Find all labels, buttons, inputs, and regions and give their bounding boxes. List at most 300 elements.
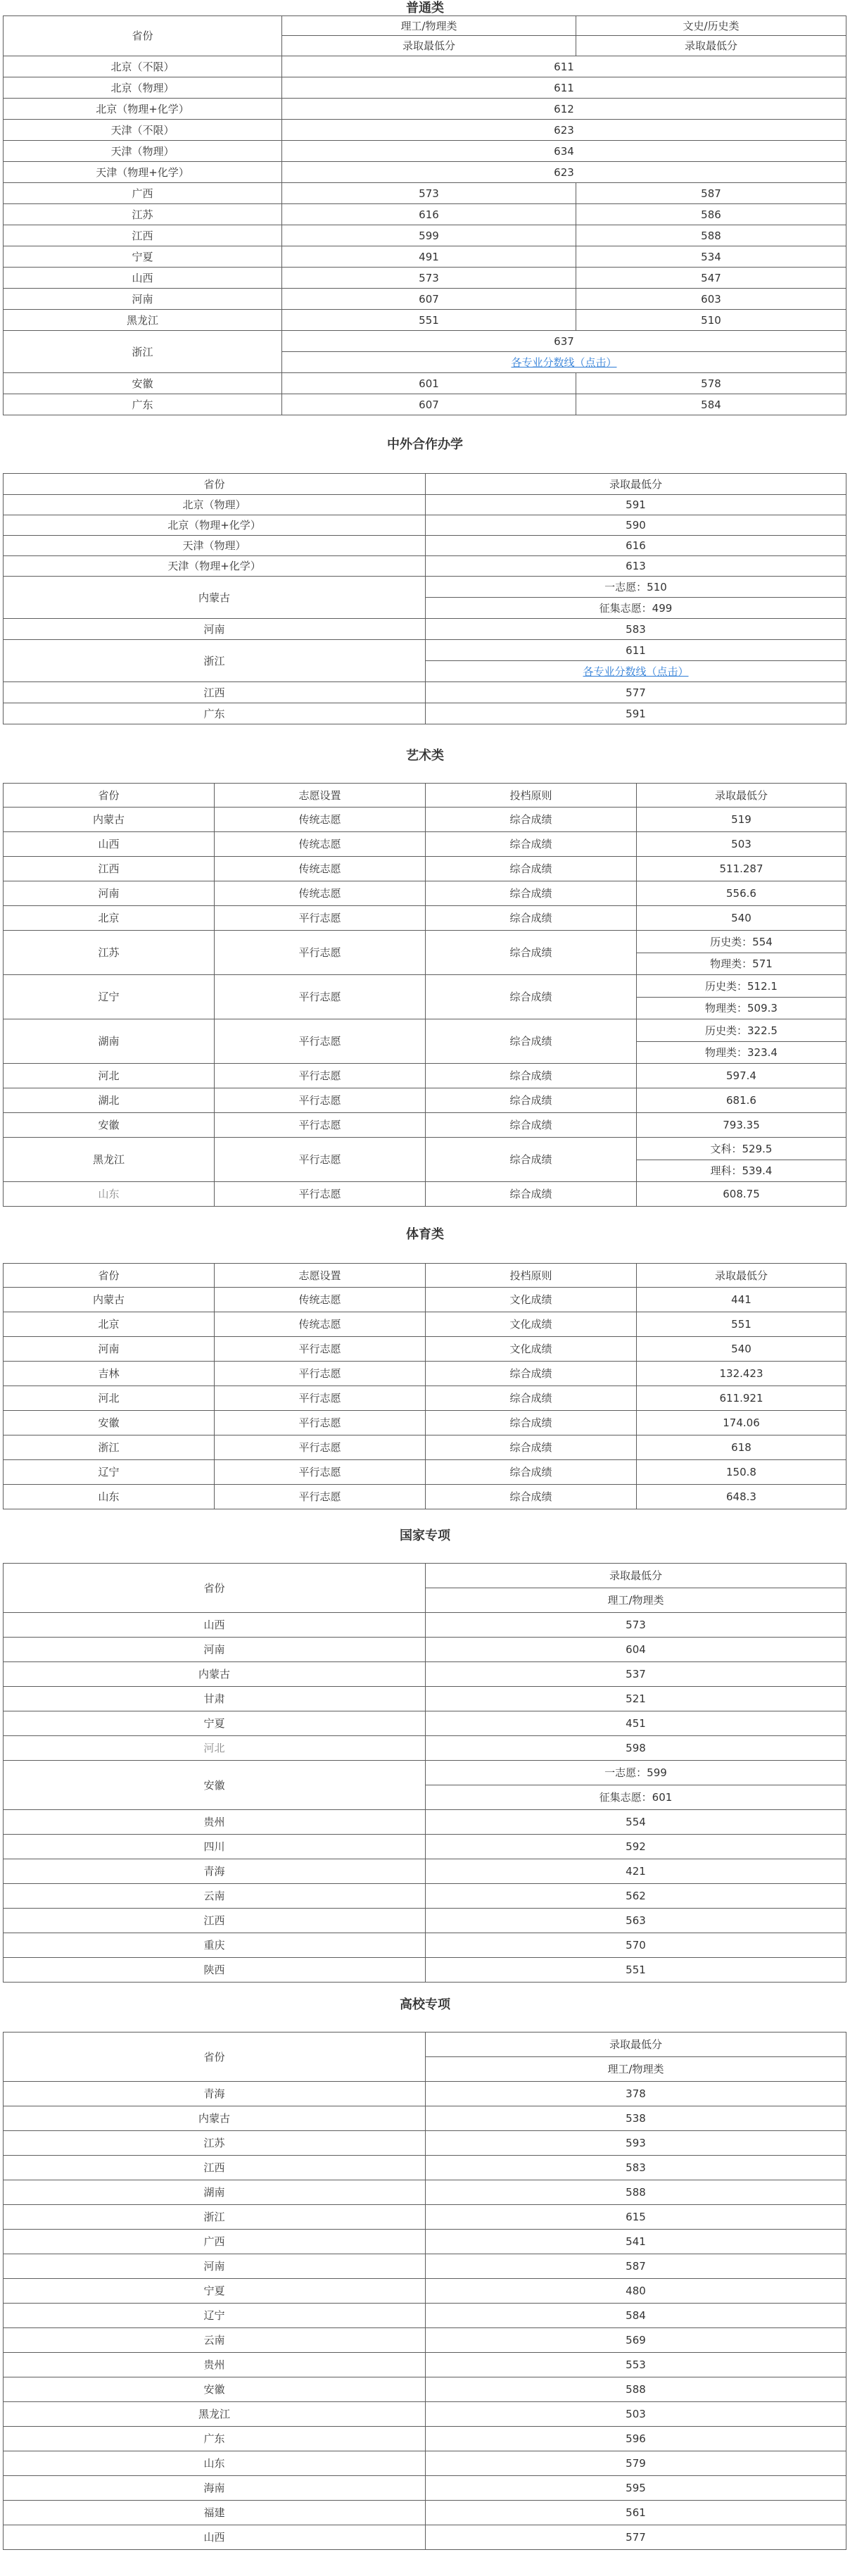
province-cell: 云南 (4, 1884, 426, 1909)
score-cell: 681.6 (637, 1088, 846, 1113)
province-cell: 北京（物理+化学） (4, 515, 426, 536)
table-row (4, 1182, 846, 1207)
province-cell: 宁夏 (4, 246, 282, 268)
table-row (4, 394, 846, 415)
score-cell: 503 (426, 2402, 846, 2427)
province-cell: 天津（物理） (4, 141, 282, 162)
score-cell: 历史类：512.1 (637, 975, 846, 998)
score-cell: 793.35 (637, 1113, 846, 1138)
table-row (4, 1138, 846, 1160)
score-cell: 一志愿：510 (426, 577, 846, 598)
score-cell: 物理类：509.3 (637, 998, 846, 1019)
province-cell: 天津（物理） (4, 536, 426, 556)
table-row (4, 515, 846, 536)
header-rule: 投档原则 (426, 784, 637, 808)
section-title-coop: 中外合作办学 (387, 437, 463, 452)
score-cell: 一志愿：599 (426, 1761, 846, 1785)
score-cell: 174.06 (637, 1411, 846, 1435)
arts-score-cell: 578 (576, 373, 846, 394)
score-cell: 598 (426, 1736, 846, 1761)
province-cell: 江苏 (4, 204, 282, 225)
table-row (4, 2451, 846, 2476)
arts-score-cell: 588 (576, 225, 846, 246)
score-cell: 648.3 (637, 1485, 846, 1509)
score-cell: 150.8 (637, 1460, 846, 1485)
table-row (4, 1337, 846, 1362)
province-cell: 北京（物理） (4, 495, 426, 515)
table-row (4, 2230, 846, 2254)
science-score-cell: 491 (282, 246, 576, 268)
table-row (4, 99, 846, 120)
section-title-national: 国家专项 (400, 1528, 450, 1543)
header-min-score: 录取最低分 (637, 784, 846, 808)
general-table-body (4, 16, 846, 415)
header-province: 省份 (4, 2032, 426, 2082)
province-cell: 天津（物理+化学） (4, 162, 282, 183)
header-min-score: 录取最低分 (637, 1264, 846, 1288)
science-score-cell: 599 (282, 225, 576, 246)
score-cell: 451 (426, 1711, 846, 1736)
table-row (4, 1288, 846, 1312)
province-cell: 山西 (4, 832, 215, 857)
sports-table-body (4, 1264, 846, 1509)
score-cell: 613 (426, 556, 846, 577)
score-cell: 588 (426, 2377, 846, 2402)
table-row (4, 16, 846, 36)
table-row (4, 2353, 846, 2377)
major-scores-link-cell (426, 661, 846, 682)
mode-cell: 传统志愿 (215, 832, 426, 857)
rule-cell: 综合成绩 (426, 1113, 637, 1138)
province-cell: 江西 (4, 1909, 426, 1933)
table-row (4, 246, 846, 268)
rule-cell: 综合成绩 (426, 1460, 637, 1485)
score-cell: 634 (282, 141, 846, 162)
rule-cell: 文化成绩 (426, 1288, 637, 1312)
rule-cell: 综合成绩 (426, 881, 637, 906)
province-cell: 江西 (4, 682, 426, 703)
mode-cell: 平行志愿 (215, 1362, 426, 1386)
table-row (4, 857, 846, 881)
score-cell: 物理类：571 (637, 953, 846, 975)
table-row (4, 141, 846, 162)
province-cell: 吉林 (4, 1362, 215, 1386)
table-row (4, 331, 846, 352)
score-cell: 611 (282, 77, 846, 99)
table-row (4, 931, 846, 953)
score-cell: 538 (426, 2106, 846, 2131)
score-cell: 612 (282, 99, 846, 120)
major-scores-link[interactable]: 各专业分数线（点击） (511, 356, 617, 369)
header-min-score: 录取最低分 (426, 1564, 846, 1588)
province-cell: 辽宁 (4, 975, 215, 1019)
college-table-body (4, 2032, 846, 2550)
mode-cell: 平行志愿 (215, 975, 426, 1019)
score-cell: 616 (426, 536, 846, 556)
sports-table (3, 1263, 846, 1509)
score-cell: 551 (637, 1312, 846, 1337)
table-row (4, 1564, 846, 1588)
score-cell: 征集志愿：601 (426, 1785, 846, 1810)
province-cell: 安徽 (4, 1761, 426, 1810)
table-row (4, 495, 846, 515)
arts-score-cell: 586 (576, 204, 846, 225)
mode-cell: 平行志愿 (215, 1460, 426, 1485)
science-score-cell: 573 (282, 268, 576, 289)
science-score-cell: 616 (282, 204, 576, 225)
table-row (4, 1312, 846, 1337)
province-cell: 江苏 (4, 931, 215, 975)
table-row (4, 2254, 846, 2279)
score-cell: 597.4 (637, 1064, 846, 1088)
rule-cell: 综合成绩 (426, 1411, 637, 1435)
province-cell: 湖南 (4, 1019, 215, 1064)
province-cell: 云南 (4, 2328, 426, 2353)
section-title-college: 高校专项 (400, 1997, 450, 2012)
header-min-score: 录取最低分 (426, 2032, 846, 2057)
arts-score-cell: 510 (576, 310, 846, 331)
mode-cell: 平行志愿 (215, 1386, 426, 1411)
table-row (4, 640, 846, 661)
province-cell: 江西 (4, 2156, 426, 2180)
province-cell: 辽宁 (4, 2304, 426, 2328)
table-row (4, 2377, 846, 2402)
score-cell: 583 (426, 619, 846, 640)
score-cell: 物理类：323.4 (637, 1042, 846, 1064)
province-cell: 北京（不限） (4, 56, 282, 77)
province-cell: 北京 (4, 1312, 215, 1337)
score-cell: 132.423 (637, 1362, 846, 1386)
province-cell: 广东 (4, 394, 282, 415)
province-cell: 山东 (4, 2451, 426, 2476)
science-score-cell: 573 (282, 183, 576, 204)
province-cell: 安徽 (4, 373, 282, 394)
mode-cell: 平行志愿 (215, 1337, 426, 1362)
science-score-cell: 607 (282, 394, 576, 415)
table-row (4, 120, 846, 141)
province-cell: 江苏 (4, 2131, 426, 2156)
table-row (4, 619, 846, 640)
header-min-score: 录取最低分 (282, 36, 576, 56)
table-row (4, 1761, 846, 1785)
rule-cell: 文化成绩 (426, 1312, 637, 1337)
rule-cell: 综合成绩 (426, 857, 637, 881)
rule-cell: 综合成绩 (426, 808, 637, 832)
table-row (4, 832, 846, 857)
province-cell: 广西 (4, 2230, 426, 2254)
table-row (4, 1711, 846, 1736)
table-row (4, 1088, 846, 1113)
table-row (4, 906, 846, 931)
table-row (4, 1884, 846, 1909)
province-cell: 广东 (4, 2427, 426, 2451)
province-cell: 黑龙江 (4, 1138, 215, 1182)
province-cell: 海南 (4, 2476, 426, 2501)
table-row (4, 162, 846, 183)
table-row (4, 204, 846, 225)
province-cell: 河北 (4, 1064, 215, 1088)
score-cell: 569 (426, 2328, 846, 2353)
arts-score-cell: 534 (576, 246, 846, 268)
score-cell: 595 (426, 2476, 846, 2501)
score-cell: 541 (426, 2230, 846, 2254)
table-row (4, 474, 846, 495)
general-table (3, 15, 846, 415)
table-row (4, 1386, 846, 1411)
rule-cell: 综合成绩 (426, 1019, 637, 1064)
table-row (4, 975, 846, 998)
mode-cell: 平行志愿 (215, 1064, 426, 1088)
table-row (4, 225, 846, 246)
score-cell: 421 (426, 1859, 846, 1884)
table-row (4, 2501, 846, 2525)
table-row (4, 784, 846, 808)
score-cell: 征集志愿：499 (426, 598, 846, 619)
header-rule: 投档原则 (426, 1264, 637, 1288)
score-cell: 577 (426, 682, 846, 703)
province-cell: 河南 (4, 1337, 215, 1362)
province-cell: 湖南 (4, 2180, 426, 2205)
table-row (4, 2082, 846, 2106)
score-cell: 540 (637, 906, 846, 931)
score-cell: 文科：529.5 (637, 1138, 846, 1160)
province-cell: 北京（物理） (4, 77, 282, 99)
score-cell: 611 (426, 640, 846, 661)
score-cell: 540 (637, 1337, 846, 1362)
header-min-score: 录取最低分 (576, 36, 846, 56)
score-cell: 561 (426, 2501, 846, 2525)
header-arts: 文史/历史类 (576, 16, 846, 36)
province-cell: 河北 (4, 1736, 426, 1761)
score-cell: 623 (282, 120, 846, 141)
province-cell: 四川 (4, 1835, 426, 1859)
province-cell: 江西 (4, 225, 282, 246)
table-row (4, 2205, 846, 2230)
national-table-body (4, 1564, 846, 1983)
rule-cell: 文化成绩 (426, 1337, 637, 1362)
mode-cell: 传统志愿 (215, 808, 426, 832)
table-row (4, 56, 846, 77)
table-row (4, 1264, 846, 1288)
rule-cell: 综合成绩 (426, 906, 637, 931)
province-cell: 辽宁 (4, 1460, 215, 1485)
score-cell: 608.75 (637, 1182, 846, 1207)
score-cell: 553 (426, 2353, 846, 2377)
table-row (4, 808, 846, 832)
province-cell: 内蒙古 (4, 1288, 215, 1312)
table-row (4, 373, 846, 394)
province-cell: 宁夏 (4, 2279, 426, 2304)
score-cell: 583 (426, 2156, 846, 2180)
table-row (4, 1613, 846, 1638)
score-cell: 历史类：322.5 (637, 1019, 846, 1042)
table-row (4, 1485, 846, 1509)
province-cell: 黑龙江 (4, 310, 282, 331)
table-row (4, 183, 846, 204)
table-row (4, 2427, 846, 2451)
rule-cell: 综合成绩 (426, 1485, 637, 1509)
score-cell: 441 (637, 1288, 846, 1312)
province-cell: 河北 (4, 1386, 215, 1411)
score-cell: 537 (426, 1662, 846, 1687)
rule-cell: 综合成绩 (426, 1386, 637, 1411)
arts-score-cell: 603 (576, 289, 846, 310)
table-row (4, 2180, 846, 2205)
table-row (4, 1933, 846, 1958)
mode-cell: 平行志愿 (215, 931, 426, 975)
score-cell: 521 (426, 1687, 846, 1711)
table-row (4, 2476, 846, 2501)
province-cell: 重庆 (4, 1933, 426, 1958)
header-province: 省份 (4, 1564, 426, 1613)
science-score-cell: 607 (282, 289, 576, 310)
table-row (4, 1859, 846, 1884)
table-row (4, 1810, 846, 1835)
rule-cell: 综合成绩 (426, 931, 637, 975)
province-cell: 山东 (4, 1485, 215, 1509)
mode-cell: 平行志愿 (215, 1138, 426, 1182)
table-row (4, 1362, 846, 1386)
header-science: 理工/物理类 (426, 1588, 846, 1613)
province-cell: 贵州 (4, 1810, 426, 1835)
score-cell: 615 (426, 2205, 846, 2230)
table-row (4, 1113, 846, 1138)
table-row (4, 1435, 846, 1460)
province-cell: 浙江 (4, 640, 426, 682)
score-cell: 584 (426, 2304, 846, 2328)
score-cell: 623 (282, 162, 846, 183)
score-cell: 591 (426, 495, 846, 515)
score-cell: 604 (426, 1638, 846, 1662)
province-cell: 北京（物理+化学） (4, 99, 282, 120)
score-cell: 554 (426, 1810, 846, 1835)
score-cell: 577 (426, 2525, 846, 2550)
province-cell: 内蒙古 (4, 808, 215, 832)
score-cell: 596 (426, 2427, 846, 2451)
province-cell: 北京 (4, 906, 215, 931)
coop-table (3, 473, 846, 724)
province-cell: 广东 (4, 703, 426, 724)
score-cell: 378 (426, 2082, 846, 2106)
arts-score-cell: 584 (576, 394, 846, 415)
score-cell: 587 (426, 2254, 846, 2279)
province-cell: 山西 (4, 2525, 426, 2550)
province-cell: 河南 (4, 619, 426, 640)
science-score-cell: 601 (282, 373, 576, 394)
section-title-art: 艺术类 (406, 748, 444, 763)
province-cell: 内蒙古 (4, 1662, 426, 1687)
rule-cell: 综合成绩 (426, 1088, 637, 1113)
header-province: 省份 (4, 784, 215, 808)
major-scores-link[interactable]: 各专业分数线（点击） (583, 665, 689, 678)
province-cell: 山西 (4, 268, 282, 289)
table-row (4, 2304, 846, 2328)
science-score-cell: 551 (282, 310, 576, 331)
rule-cell: 综合成绩 (426, 1435, 637, 1460)
table-row (4, 1460, 846, 1485)
province-cell: 宁夏 (4, 1711, 426, 1736)
province-cell: 内蒙古 (4, 577, 426, 619)
header-mode: 志愿设置 (215, 784, 426, 808)
score-cell: 611 (282, 56, 846, 77)
arts-score-cell: 547 (576, 268, 846, 289)
province-cell: 安徽 (4, 1113, 215, 1138)
score-cell: 556.6 (637, 881, 846, 906)
table-row (4, 77, 846, 99)
table-row (4, 2279, 846, 2304)
mode-cell: 平行志愿 (215, 1113, 426, 1138)
score-cell: 511.287 (637, 857, 846, 881)
province-cell: 河南 (4, 289, 282, 310)
table-row (4, 881, 846, 906)
province-cell: 青海 (4, 1859, 426, 1884)
score-cell: 591 (426, 703, 846, 724)
college-table (3, 2032, 846, 2550)
table-row (4, 310, 846, 331)
table-row (4, 577, 846, 598)
mode-cell: 平行志愿 (215, 1411, 426, 1435)
rule-cell: 综合成绩 (426, 1138, 637, 1182)
table-row (4, 1411, 846, 1435)
header-science: 理工/物理类 (426, 2057, 846, 2082)
score-cell: 592 (426, 1835, 846, 1859)
score-cell: 611.921 (637, 1386, 846, 1411)
score-cell: 503 (637, 832, 846, 857)
table-row (4, 2032, 846, 2057)
score-cell: 593 (426, 2131, 846, 2156)
score-cell: 562 (426, 1884, 846, 1909)
section-title-sports: 体育类 (406, 1227, 444, 1242)
score-cell: 637 (282, 331, 846, 352)
province-cell: 浙江 (4, 2205, 426, 2230)
table-row (4, 703, 846, 724)
province-cell: 江西 (4, 857, 215, 881)
score-cell: 590 (426, 515, 846, 536)
mode-cell: 平行志愿 (215, 1088, 426, 1113)
province-cell: 湖北 (4, 1088, 215, 1113)
score-cell: 618 (637, 1435, 846, 1460)
province-cell: 甘肃 (4, 1687, 426, 1711)
score-cell: 588 (426, 2180, 846, 2205)
rule-cell: 综合成绩 (426, 975, 637, 1019)
score-cell: 551 (426, 1958, 846, 1983)
national-table (3, 1563, 846, 1983)
art-table-body (4, 784, 846, 1207)
score-cell: 570 (426, 1933, 846, 1958)
rule-cell: 综合成绩 (426, 1362, 637, 1386)
table-row (4, 536, 846, 556)
table-row (4, 1835, 846, 1859)
rule-cell: 综合成绩 (426, 1182, 637, 1207)
score-cell: 480 (426, 2279, 846, 2304)
province-cell: 陕西 (4, 1958, 426, 1983)
score-cell: 519 (637, 808, 846, 832)
province-cell: 浙江 (4, 331, 282, 373)
header-province: 省份 (4, 16, 282, 56)
table-row (4, 2156, 846, 2180)
header-min-score: 录取最低分 (426, 474, 846, 495)
table-row (4, 1019, 846, 1042)
table-row (4, 1909, 846, 1933)
table-row (4, 2402, 846, 2427)
province-cell: 内蒙古 (4, 2106, 426, 2131)
table-row (4, 2131, 846, 2156)
province-cell: 安徽 (4, 1411, 215, 1435)
mode-cell: 传统志愿 (215, 857, 426, 881)
province-cell: 山东 (4, 1182, 215, 1207)
mode-cell: 平行志愿 (215, 1435, 426, 1460)
table-row (4, 1958, 846, 1983)
